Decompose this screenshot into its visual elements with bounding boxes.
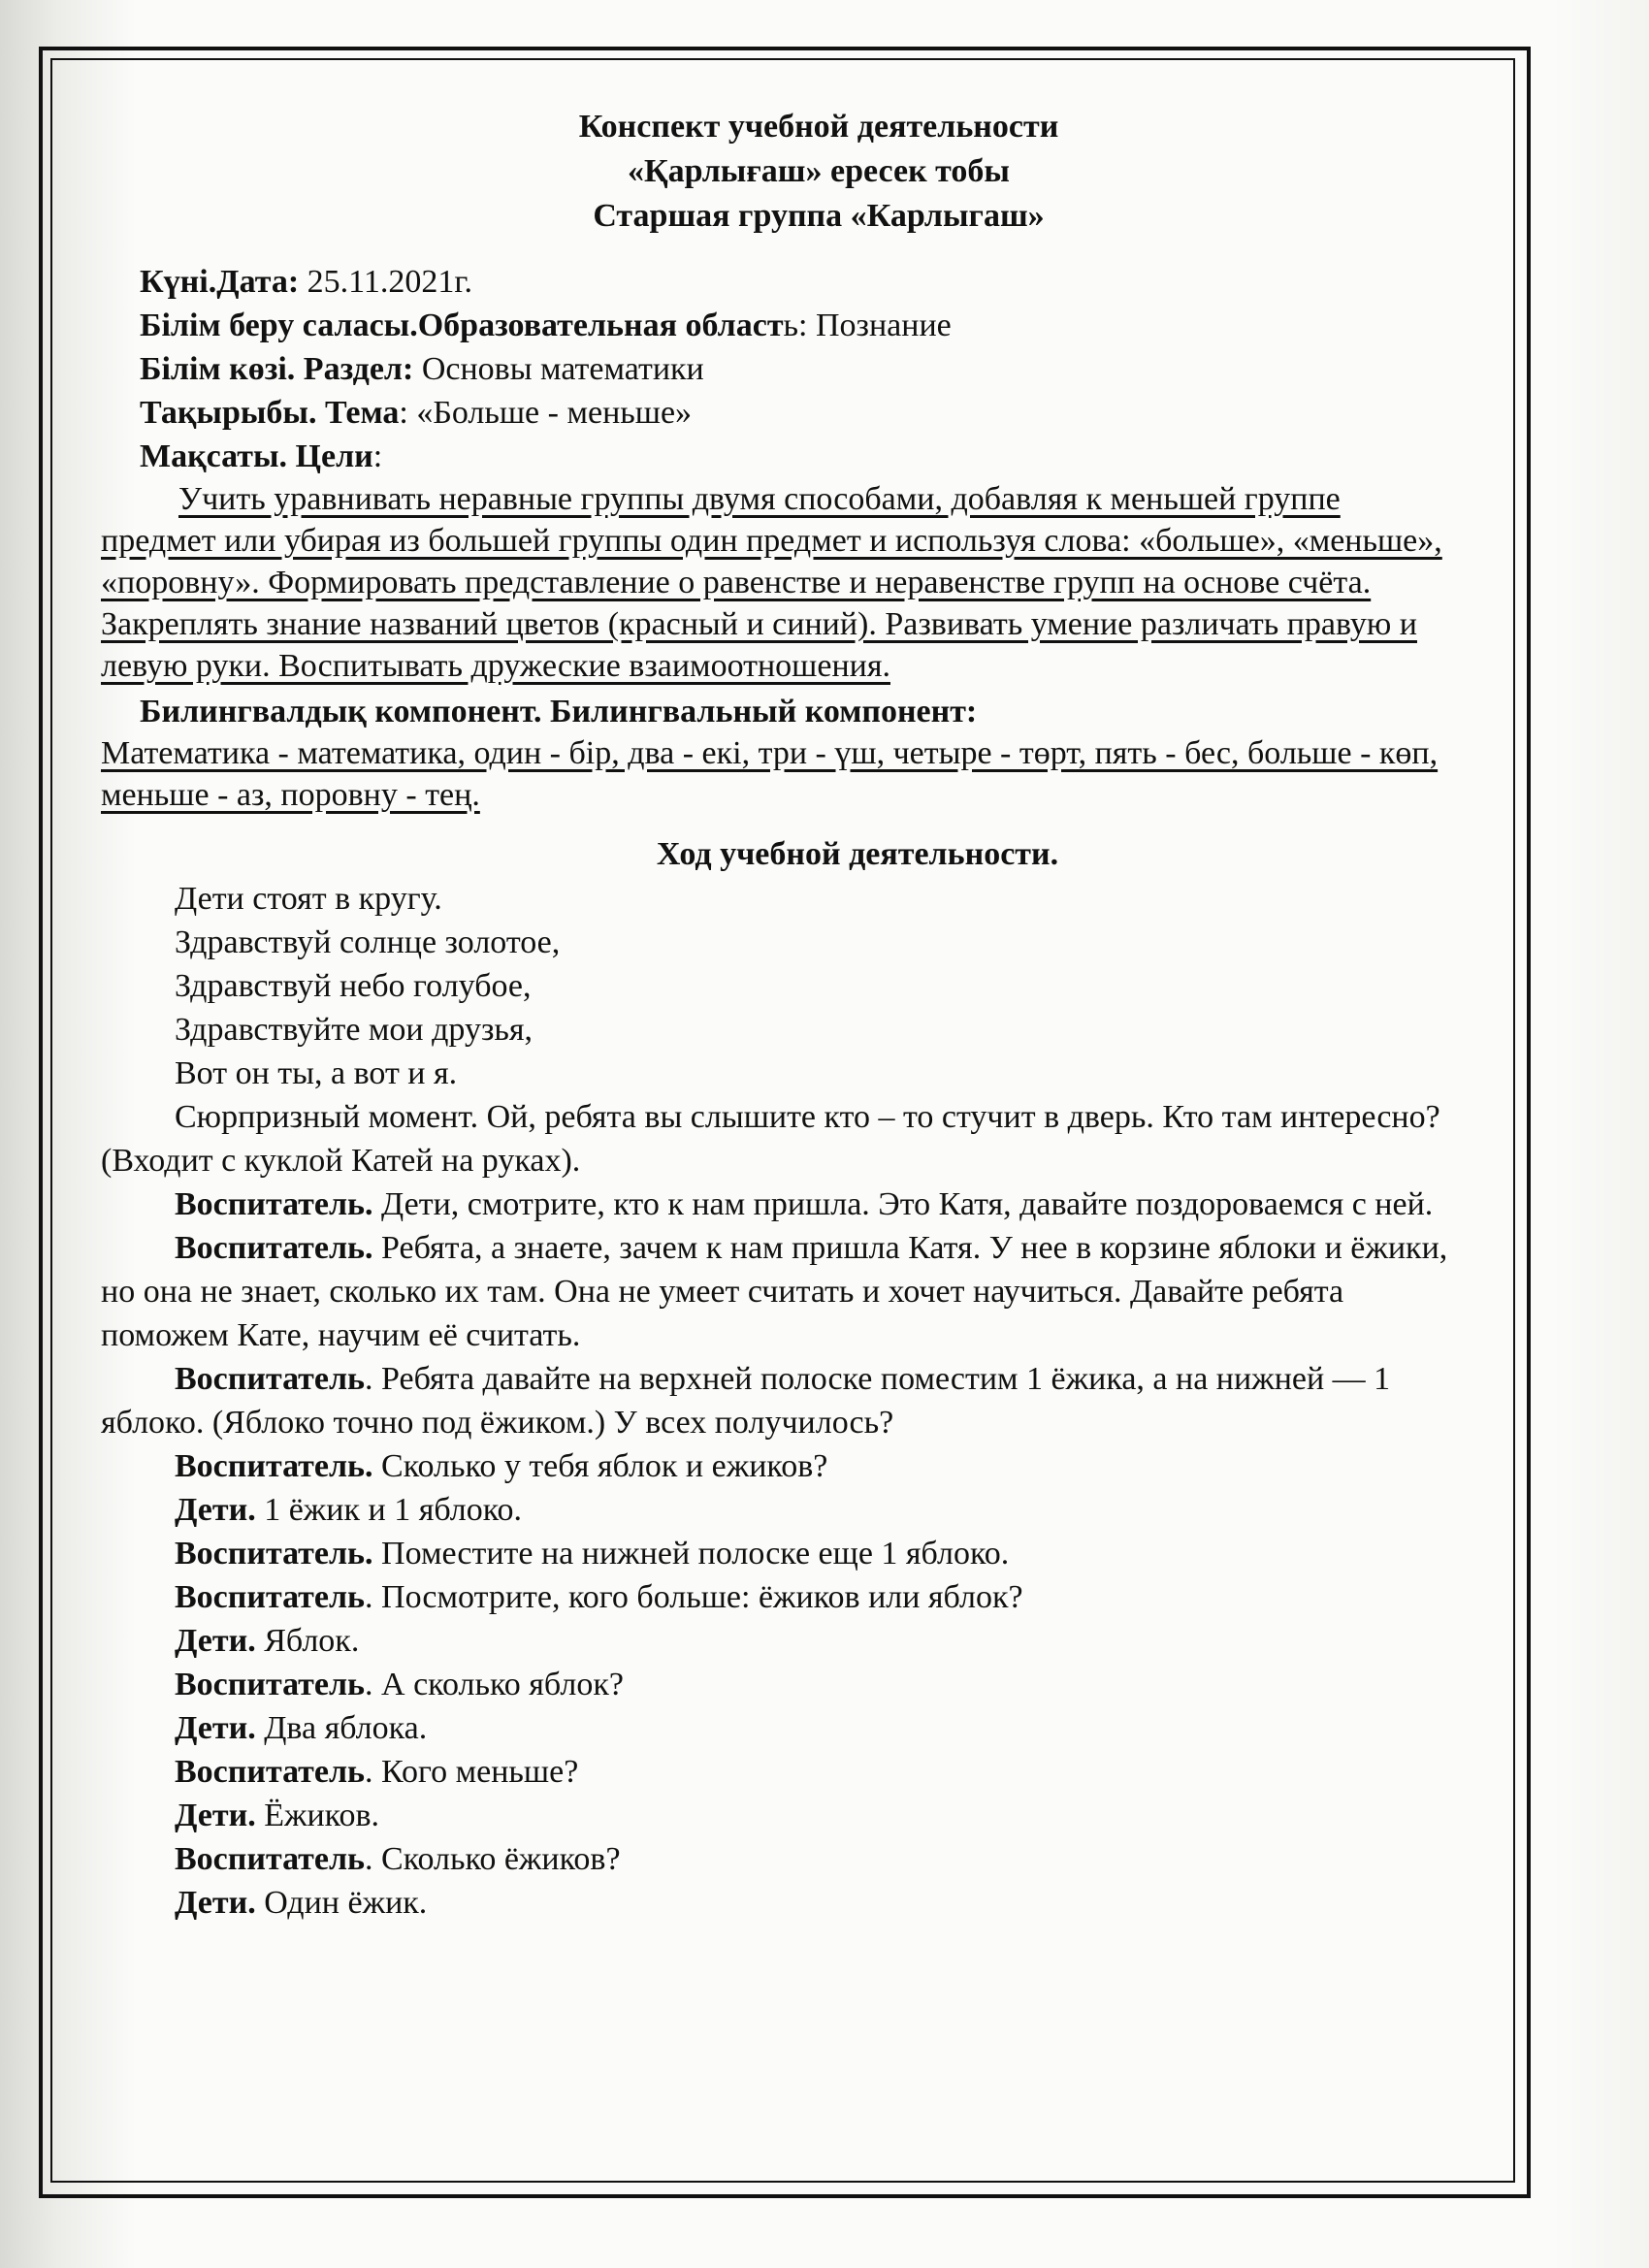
speaker: Воспитатель. <box>175 1536 373 1571</box>
speaker: Дети. <box>175 1798 256 1833</box>
topic-row <box>140 391 1459 435</box>
utterance: . Посмотрите, кого больше: ёжиков или яблок? <box>365 1579 1023 1615</box>
utterance: Два яблока. <box>255 1710 428 1746</box>
speaker: Воспитатель <box>175 1667 366 1702</box>
utterance: Ёжиков. <box>255 1798 380 1833</box>
utterance: Один ёжик. <box>255 1885 428 1921</box>
speaker: Дети. <box>175 1492 256 1528</box>
utterance: Ребята, а знаете, зачем к нам пришла Катя. У нее в корзине яблоки и ёжики, но она не знает, сколько их там. Она не умеет считать и хочет научиться. Давайте ребята поможем Кате, научим её считать. <box>101 1230 1448 1353</box>
dialogue-line <box>101 1532 1459 1575</box>
area-label-tail: ь <box>783 308 799 343</box>
dialogue-line <box>101 1750 1459 1794</box>
speaker: Дети. <box>175 1885 256 1921</box>
utterance: Сколько у тебя яблок и ежиков? <box>372 1448 828 1484</box>
topic-value: : «Больше - меньше» <box>399 395 693 431</box>
goals-text: Учить уравнивать неравные группы двумя способами, добавляя к меньшей группе предмет или убирая из большей группы один предмет и используя слова: «больше», «меньше», «поровну». Формировать представление о равенстве и неравенстве групп на основе счёта. Закреплять знание названий цветов (красный и синий). Развивать умение различать правую и левую руки. Воспитывать дружеские взаимоотношения. <box>101 481 1442 684</box>
utterance: Поместите на нижней полоске еще 1 яблоко. <box>372 1536 1010 1571</box>
poem-line: Здравствуйте мои друзья, <box>175 1012 534 1048</box>
date-value: 25.11.2021г. <box>299 264 472 300</box>
dialogue-line <box>101 1444 1459 1488</box>
surprise-moment: Сюрпризный момент. Ой, ребята вы слышите кто – то стучит в дверь. Кто там интересно? (Входит с куклой Катей на руках). <box>101 1099 1440 1179</box>
date-label: Күні.Дата: <box>140 264 300 300</box>
title-line-2: «Қарлығаш» ересек тобы <box>628 153 1010 189</box>
utterance: Дети, смотрите, кто к нам пришла. Это Катя, давайте поздороваемся с ней. <box>372 1186 1434 1222</box>
speaker: Воспитатель <box>175 1841 366 1877</box>
date-row <box>140 260 1459 304</box>
utterance: . Кого меньше? <box>365 1754 579 1790</box>
document-title <box>178 105 1459 239</box>
utterance: . Сколько ёжиков? <box>365 1841 621 1877</box>
document-body <box>101 105 1459 1925</box>
dialogue-line <box>101 1663 1459 1706</box>
goals-colon: : <box>372 438 383 474</box>
dialogue-line <box>101 1226 1459 1357</box>
section-value: Основы математики <box>413 351 704 387</box>
area-value: : Познание <box>798 308 952 343</box>
area-row <box>140 304 1459 347</box>
title-line-3: Старшая группа «Карлыгаш» <box>593 198 1045 234</box>
course-section <box>101 877 1459 1925</box>
course-heading: Ход учебной деятельности. <box>656 836 1059 872</box>
course-intro: Дети стоят в кругу. <box>175 881 442 917</box>
topic-label: Тақырыбы. Тема <box>140 395 400 431</box>
dialogue-line <box>101 1706 1459 1750</box>
speaker: Дети. <box>175 1623 256 1659</box>
bilingual-paragraph <box>101 732 1459 816</box>
goals-label: Мақсаты. Цели <box>140 438 373 474</box>
dialogue-line <box>101 1619 1459 1663</box>
poem-line: Вот он ты, а вот и я. <box>175 1055 458 1091</box>
bilingual-text: Математика - математика, один - бір, два - екі, три - үш, четыре - төрт, пять - бес, больше - көп, меньше - аз, поровну - тең. <box>101 735 1439 813</box>
poem-line: Здравствуй небо голубое, <box>175 968 532 1004</box>
dialogue-line <box>101 1881 1459 1925</box>
dialogue-line <box>101 1575 1459 1619</box>
utterance: 1 ёжик и 1 яблоко. <box>255 1492 523 1528</box>
utterance: . А сколько яблок? <box>365 1667 624 1702</box>
speaker: Воспитатель <box>175 1754 366 1790</box>
area-label: Білім беру саласы.Образовательная област <box>140 308 784 343</box>
section-label: Білім көзі. Раздел: <box>140 351 414 387</box>
bilingual-heading: Билингвалдық компонент. Билингвальный компонент: <box>140 694 978 729</box>
utterance: . Ребята давайте на верхней полоске поместим 1 ёжика, а на нижней — 1 яблоко. (Яблоко точно под ёжиком.) У всех получилось? <box>101 1361 1391 1441</box>
speaker: Дети. <box>175 1710 256 1746</box>
speaker: Воспитатель. <box>175 1448 373 1484</box>
dialogue-line <box>101 1488 1459 1532</box>
speaker: Воспитатель. <box>175 1186 373 1222</box>
title-line-1: Конспект учебной деятельности <box>578 109 1059 145</box>
utterance: Яблок. <box>255 1623 360 1659</box>
dialogue-line <box>101 1837 1459 1881</box>
poem-line: Здравствуй солнце золотое, <box>175 924 561 960</box>
goals-row <box>140 435 1459 478</box>
speaker: Воспитатель. <box>175 1230 373 1266</box>
dialogue-line <box>101 1794 1459 1837</box>
speaker: Воспитатель <box>175 1579 366 1615</box>
lesson-metadata <box>101 260 1459 478</box>
dialogue-line <box>101 1357 1459 1444</box>
section-row <box>140 347 1459 391</box>
dialogue-line <box>101 1183 1459 1226</box>
speaker: Воспитатель <box>175 1361 366 1397</box>
goals-paragraph <box>101 478 1459 687</box>
